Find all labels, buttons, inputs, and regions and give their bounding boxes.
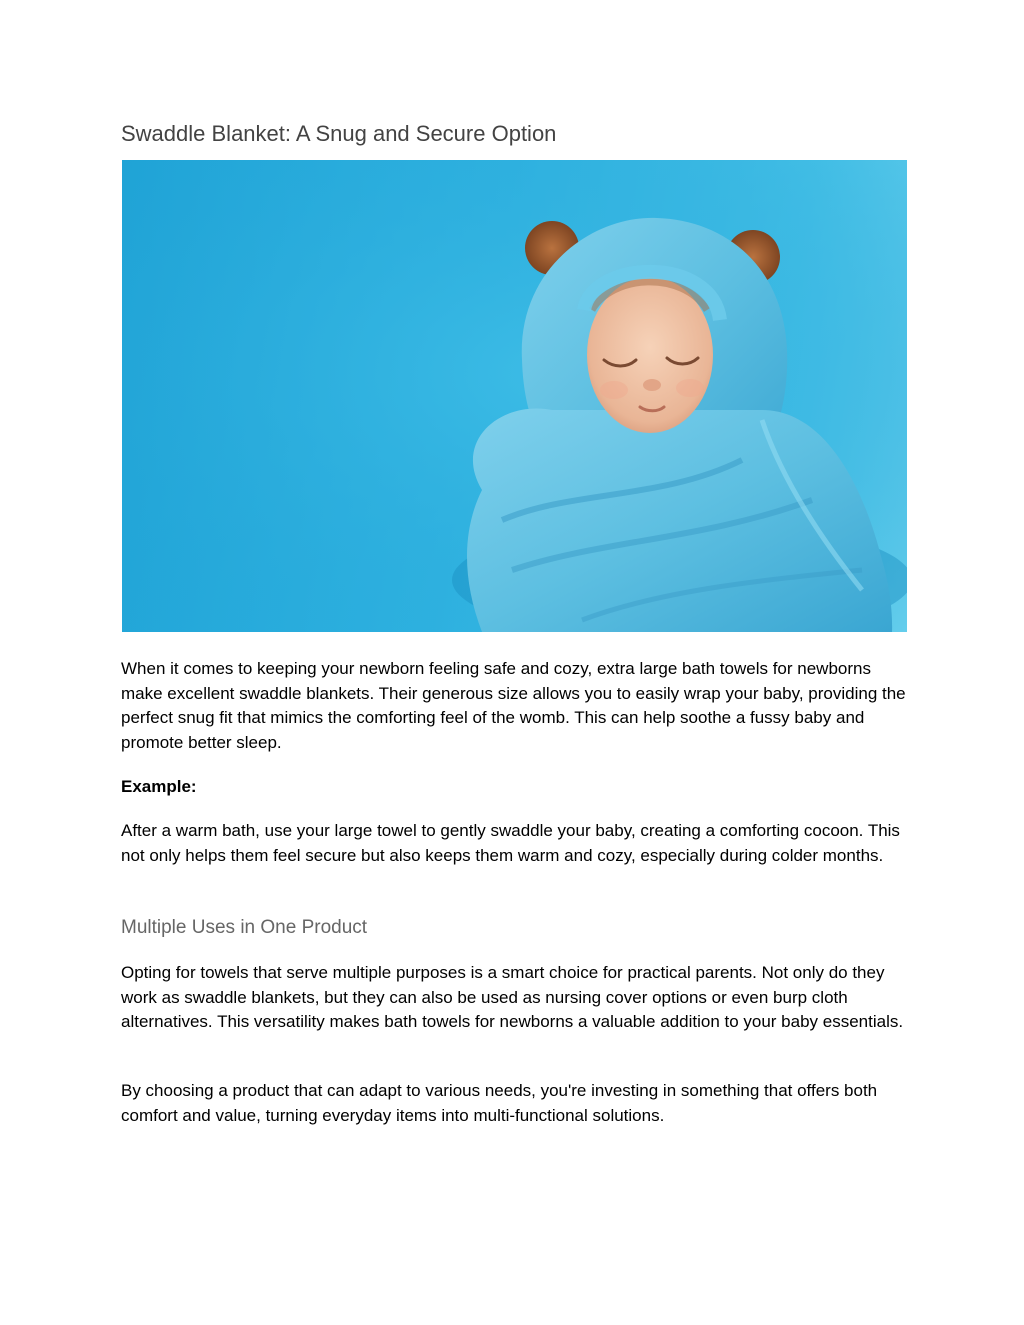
intro-paragraph: When it comes to keeping your newborn feeling safe and cozy, extra large bath towels for newborns make excellent swaddle blankets. Their generous size allows you to easily wrap your baby, providing the perfect snug fit that mimics the comforting feel of the womb. This can help soothe a fussy baby and promote better sleep. (121, 659, 906, 752)
page-title: Swaddle Blanket: A Snug and Secure Option (121, 121, 557, 146)
uses-paragraph: Opting for towels that serve multiple purposes is a smart choice for practical parents. Not only do they work as swaddle blankets, but they can also be used as nursing cover options or even burp cloth alternatives. This versatility makes bath towels for newborns a valuable addition to your baby essentials. (121, 963, 904, 1031)
swaddled-baby-image (122, 160, 907, 632)
example-label: Example: (121, 777, 197, 796)
section-subheading: Multiple Uses in One Product (121, 917, 368, 938)
example-paragraph: After a warm bath, use your large towel to gently swaddle your baby, creating a comforting cocoon. This not only helps them feel secure but also keeps them warm and cozy, especially during colder months. (121, 821, 900, 865)
value-paragraph: By choosing a product that can adapt to various needs, you're investing in something that offers both comfort and value, turning everyday items into multi-functional solutions. (121, 1081, 878, 1125)
